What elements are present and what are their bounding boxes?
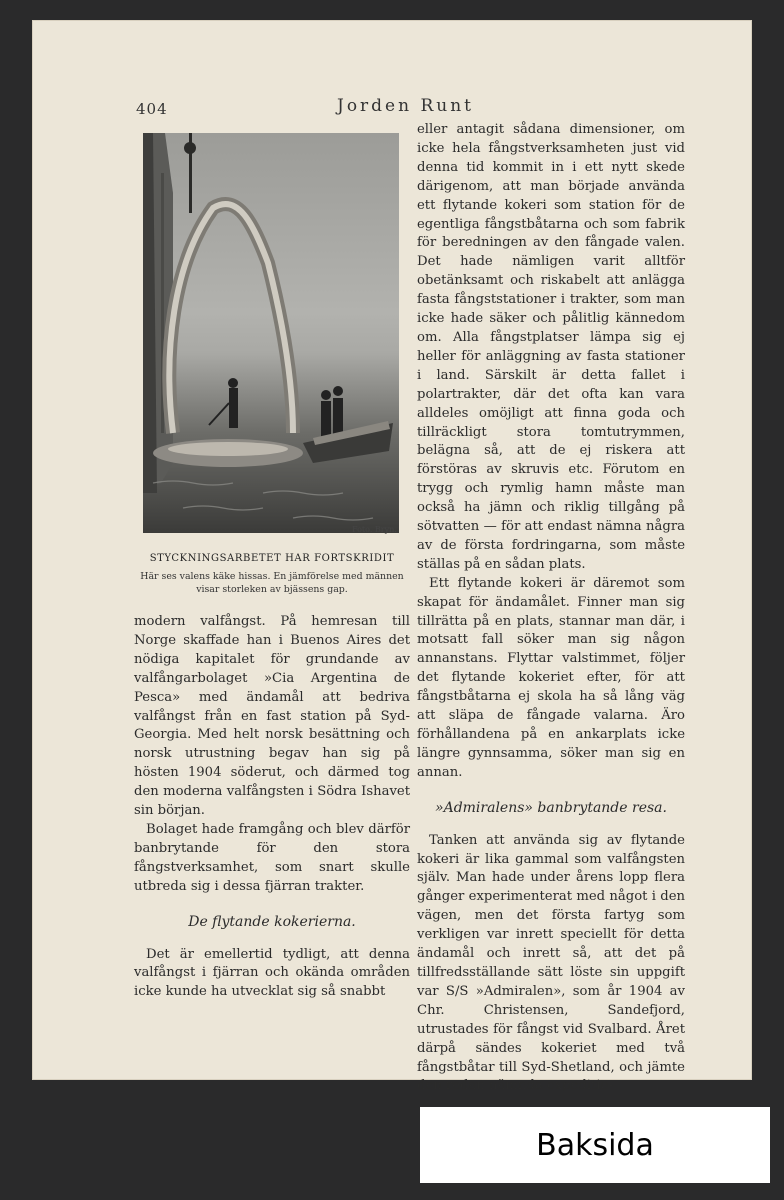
figure-caption-title: STYCKNINGSARBETET HAR FORTSKRIDIT <box>149 553 395 564</box>
paragraph: eller antagit sådana dimensioner, om icke hela fångstverksamheten just vid denna tid kommit in i ett nytt skede därigenom, att man började använda ett flytande kokeri som station för de egentliga fångstbåtarna och som fabrik för beredningen av den fångade valen. Det hade nämligen varit alltför obetänksamt och riskabelt att anlägga fasta fångststationer i trakter, som man icke hade säker och pålitlig kännedom om. Alla fångstplatser lämpa sig ej heller för anläggning av fasta stationer i land. Särskilt är detta fallet i polartrakter, där det ofta kan vara alldeles omöjligt att finna goda och tillräckligt stora tomtutrymmen, belägna så, att de ej riskera att förstöras av skruvis etc. Förutom en trygg och rymlig hamn måste man också ha jämn och riklig tillgång på sötvatten — för att endast nämna några av de första fordringarna, som måste ställas på en sådan plats. <box>417 122 685 572</box>
paragraph: modern valfångst. På hemresan till Norge skaffade han i Buenos Aires det nödiga kapitalet för grundande av valfångarbolaget »Cia Argentina de Pesca» med ändamål att bedriva valfångst från en fast station på Syd-Georgia. Med helt norsk besättning och norsk utrustning begav han sig på hösten 1904 söderut, och därmed tog den moderna valfångsten i Södra Ishavet sin början. <box>134 614 410 819</box>
paragraph: Tanken att använda sig av flytande kokeri är lika gammal som valfångsten själv. Man hade under årens lopp flera gånger experimenterat med något i den vägen, men det första fartyg som verkligen var inrett speciellt för detta ändamål och inrett så, att det på tillfredsställande sätt löste sin uppgift var S/S »Admiralen», som år 1904 av Chr. Christensen, Sandefjord, utrustades för fångst vid Svalbard. Året därpå sändes kokeriet med två fångstbåtar till Syd-Shetland, och jämte den redan nämnda expeditio- <box>417 832 685 1094</box>
running-title: Jorden Runt <box>337 96 475 116</box>
page-number: 404 <box>136 100 168 118</box>
figure-caption-text: Här ses valens käke hissas. En jämförelse med männen visar storleken av bjässens gap. <box>140 571 404 595</box>
section-heading: De flytande kokerierna. <box>188 913 356 930</box>
left-text-column <box>134 613 410 1002</box>
paragraph: Bolaget hade framgång och blev därför banbrytande för den stora fångstverksamhet, som snart skulle utbreda sig i dessa fjärran trakter. <box>134 821 410 894</box>
book-page <box>32 20 752 1094</box>
section-heading: »Admiralens» banbrytande resa. <box>435 799 667 816</box>
right-text-column <box>417 121 685 1096</box>
whale-jaw-photo <box>143 133 399 533</box>
side-label: Baksida <box>420 1107 770 1183</box>
paragraph: Ett flytande kokeri är däremot som skapat för ändamålet. Finner man sig tillrätta på en plats, stannar man där, i motsatt fall söker man sig någon annanstans. Flyttar valstimmet, följer det flytande kokeriet efter, för att fångstbåtarna ej skola ha så lång väg att släpa de fångade valarna. Äro förhållandena på en ankarplats icke längre gynnsamma, söker man sig en annan. <box>417 575 685 780</box>
photo-credit: Foto. Bryn. <box>352 525 397 534</box>
paragraph: Det är emellertid tydligt, att denna valfångst i fjärran och okända områden icke kunde ha utvecklat sig så snabbt <box>134 946 410 1000</box>
